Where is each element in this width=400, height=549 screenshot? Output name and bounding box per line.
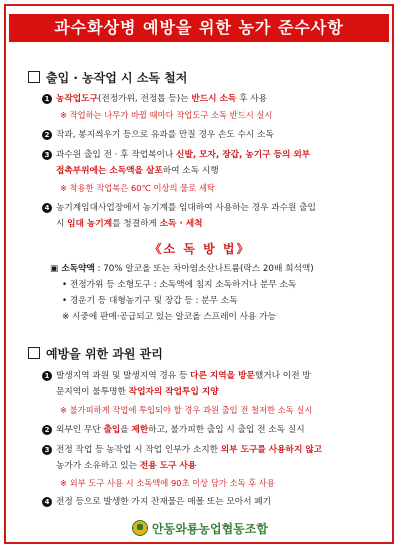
method-line: • 경운기 등 대형농기구 및 장갑 등 : 분무 소독 (62, 296, 238, 306)
list-item: 4 전정 등으로 발생한 가지 잔재물은 매몰 또는 모아서 폐기 (42, 494, 386, 510)
list-item-continuation: 접촉부위에는 소독액을 살포하여 소독 시행 (56, 166, 219, 176)
method-line: • 전정가위 등 소형도구 : 소독액에 침지 소독하거나 분무 소독 (62, 280, 297, 290)
checkbox-square-icon (28, 347, 40, 359)
footer-organization: 안동와룡농업협동조합 (0, 520, 400, 537)
list-item-continuation: 농가가 소유하고 있는 전용 도구 사용 (56, 461, 197, 471)
method-line: ▣ 소독약액 : 70% 알코올 또는 차아염소산나트륨(락스 20배 희석액) (50, 264, 314, 274)
number-badge: 1 (42, 94, 52, 104)
number-badge: 4 (42, 203, 52, 213)
number-badge: 4 (42, 497, 52, 507)
section-heading-disinfection: 출입 · 농작업 시 소독 철저 (28, 70, 187, 86)
number-badge: 3 (42, 150, 52, 160)
list-item: 3 전정 작업 등 농작업 시 작업 인부가 소지한 외부 도구를 사용하지 않고 (42, 442, 386, 458)
checkbox-square-icon (28, 71, 40, 83)
note: ※ 착용한 작업복은 60℃ 이상의 물로 세탁 (60, 183, 215, 193)
list-item: 3 과수원 출입 전 · 후 작업복이나 신발, 모자, 장갑, 농기구 등의 외부 (42, 147, 386, 163)
number-badge: 2 (42, 130, 52, 140)
number-badge: 3 (42, 445, 52, 455)
list-item: 1 발생지역 과원 및 발생지역 경유 등 다른 지역을 방문했거나 이전 방 (42, 368, 386, 384)
list-item: 2 작과, 봉지씌우기 등으로 유과를 만질 경우 손도 수시 소독 (42, 127, 386, 143)
note: ※ 외부 도구 사용 시 소독액에 90초 이상 담가 소독 후 사용 (60, 478, 275, 488)
method-line: ※ 시중에 판매·공급되고 있는 알코올 스프레이 사용 가능 (62, 312, 276, 322)
section-heading-orchard-management: 예방을 위한 과원 관리 (28, 346, 163, 362)
note: ※ 불가피하게 작업에 투입되야 할 경우 과원 출입 전 철저한 소독 실시 (60, 405, 313, 415)
cooperative-logo-icon (132, 520, 148, 536)
list-item-continuation: 시 임대 농기계를 청결하게 소독 · 세척 (56, 219, 203, 229)
note: ※ 작업하는 나무가 바뀔 때마다 작업도구 소독 반드시 실시 (60, 110, 273, 120)
method-title: 《소 독 방 법》 (149, 242, 251, 256)
number-badge: 2 (42, 425, 52, 435)
list-item: 1 농작업도구(전정가위, 전정톱 등)는 반드시 소독 후 사용 (42, 91, 386, 107)
page-title: 과수화상병 예방을 위한 농가 준수사항 (9, 14, 389, 42)
number-badge: 1 (42, 371, 52, 381)
list-item: 2 외부인 무단 출입을 제한하고, 불가피한 출입 시 출입 전 소독 실시 (42, 422, 386, 438)
list-item-continuation: 문지역이 불투명한 작업자의 작업투입 지양 (56, 387, 219, 397)
list-item: 4 농기계임대사업장에서 농기계를 임대하여 사용하는 경우 과수원 출입 (42, 200, 386, 216)
